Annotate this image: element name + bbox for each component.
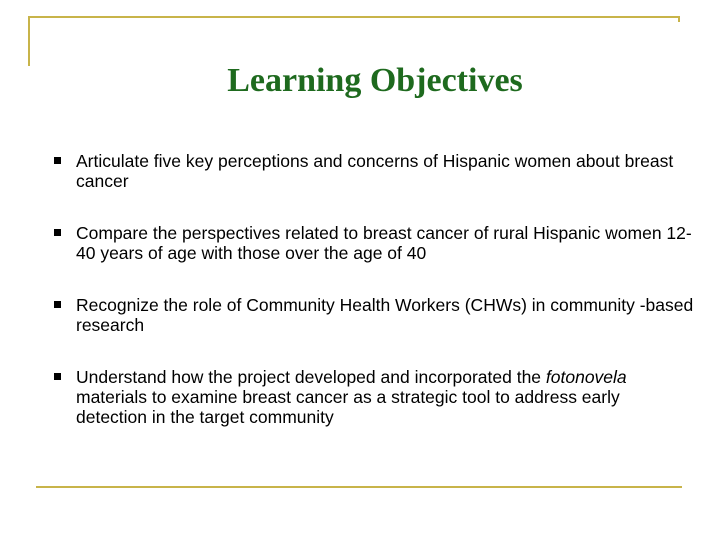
- objective-text-italic: fotonovela: [545, 367, 627, 387]
- objective-item: [54, 223, 694, 263]
- objective-item: [54, 367, 694, 427]
- objectives-list: [54, 151, 694, 427]
- square-bullet-icon: [54, 373, 61, 380]
- frame-right-tick: [678, 16, 680, 22]
- objective-text: Compare the perspectives related to breast cancer of rural Hispanic women 12-40 years of age with those over the age of 40: [76, 223, 692, 263]
- square-bullet-icon: [54, 301, 61, 308]
- objective-text-before: Understand how the project developed and incorporated the: [76, 367, 546, 387]
- frame-left-rule: [28, 16, 30, 66]
- slide-title: Learning Objectives: [227, 62, 523, 99]
- objective-item: [54, 295, 694, 335]
- square-bullet-icon: [54, 157, 61, 164]
- objective-text: Recognize the role of Community Health Workers (CHWs) in community -based research: [76, 295, 694, 335]
- objective-item: [54, 151, 694, 191]
- objective-text: Articulate five key perceptions and concerns of Hispanic women about breast cancer: [76, 151, 674, 191]
- frame-top-rule: [28, 16, 680, 18]
- frame-bottom-rule: [36, 486, 682, 488]
- square-bullet-icon: [54, 229, 61, 236]
- objective-text-after: materials to examine breast cancer as a strategic tool to address early detection in the target community: [76, 387, 620, 427]
